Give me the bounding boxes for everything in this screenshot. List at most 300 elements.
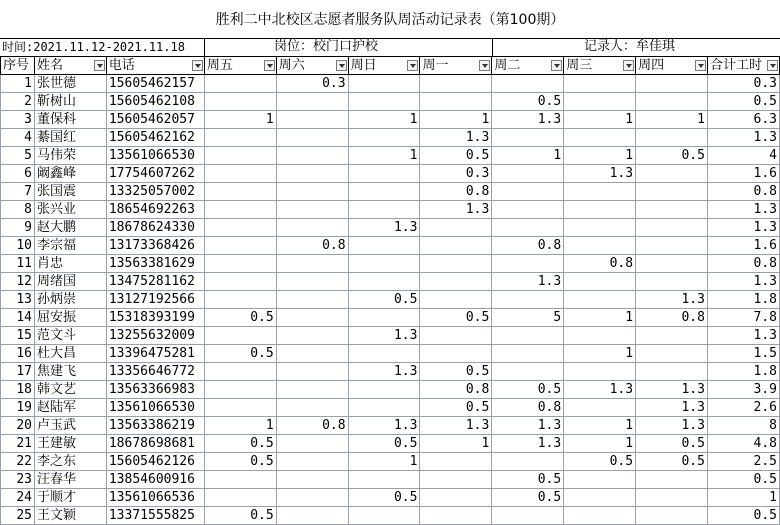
header-label: 序号 [3,58,30,73]
mon-cell[interactable]: 0.5 [420,363,492,381]
tue-cell[interactable]: 0.8 [492,237,564,255]
sun-cell[interactable] [348,381,420,399]
header-wed [564,57,636,75]
phone-cell[interactable]: 15605462162 [106,129,204,147]
total-cell[interactable]: 1.3 [707,129,779,147]
sat-cell[interactable] [276,129,348,147]
total-cell[interactable]: 1.8 [707,363,779,381]
mon-cell[interactable]: 1.3 [420,417,492,435]
mon-cell[interactable] [420,291,492,309]
seq-cell[interactable]: 23 [1,471,35,489]
tue-cell[interactable] [492,345,564,363]
name-cell[interactable]: 张兴业 [34,201,106,219]
thu-cell[interactable] [636,363,708,381]
name-cell[interactable]: 张世德 [34,75,106,93]
sat-cell[interactable] [276,471,348,489]
sat-cell[interactable]: 0.8 [276,237,348,255]
name-cell[interactable]: 赵大鹏 [34,219,106,237]
sun-cell[interactable]: 1 [348,147,420,165]
tue-cell[interactable] [492,219,564,237]
thu-cell[interactable] [636,507,708,525]
sat-cell[interactable]: 0.3 [276,75,348,93]
sun-cell[interactable] [348,345,420,363]
tue-cell[interactable] [492,183,564,201]
tue-cell[interactable] [492,129,564,147]
name-cell[interactable]: 张国震 [34,183,106,201]
phone-cell[interactable]: 15605462126 [106,453,204,471]
mon-cell[interactable]: 1 [420,435,492,453]
phone-cell[interactable]: 13325057002 [106,183,204,201]
phone-cell[interactable]: 13356646772 [106,363,204,381]
thu-cell[interactable]: 0.8 [636,309,708,327]
filter-dropdown-icon[interactable] [551,60,562,71]
total-cell[interactable]: 2.6 [707,399,779,417]
filter-dropdown-icon[interactable] [192,60,203,71]
seq-cell[interactable]: 17 [1,363,35,381]
name-cell[interactable]: 周绪国 [34,273,106,291]
tue-cell[interactable] [492,507,564,525]
total-cell[interactable]: 4 [707,147,779,165]
wed-cell[interactable] [564,471,636,489]
sat-cell[interactable] [276,327,348,345]
name-cell[interactable]: 李宗福 [34,237,106,255]
sun-cell[interactable] [348,507,420,525]
wed-cell[interactable] [564,489,636,507]
wed-cell[interactable]: 1.3 [564,165,636,183]
mon-cell[interactable] [420,471,492,489]
fri-cell[interactable] [204,471,276,489]
phone-cell[interactable]: 13127192566 [106,291,204,309]
seq-cell[interactable]: 18 [1,381,35,399]
mon-cell[interactable] [420,507,492,525]
wed-cell[interactable]: 1 [564,147,636,165]
header-tue [492,57,564,75]
sun-cell[interactable]: 1 [348,453,420,471]
seq-cell[interactable]: 11 [1,255,35,273]
mon-cell[interactable] [420,237,492,255]
sun-cell[interactable]: 1.3 [348,327,420,345]
filter-dropdown-icon[interactable] [479,60,490,71]
sat-cell[interactable] [276,507,348,525]
tue-cell[interactable]: 0.5 [492,489,564,507]
mon-cell[interactable]: 1.3 [420,129,492,147]
fri-cell[interactable] [204,489,276,507]
phone-cell[interactable]: 13563366983 [106,381,204,399]
seq-cell[interactable]: 5 [1,147,35,165]
name-cell[interactable]: 屈安振 [34,309,106,327]
fri-cell[interactable] [204,381,276,399]
total-cell[interactable]: 0.5 [707,507,779,525]
sat-cell[interactable] [276,201,348,219]
fri-cell[interactable] [204,399,276,417]
sun-cell[interactable] [348,93,420,111]
tue-cell[interactable]: 1 [492,147,564,165]
recorder-label: 记录人：牟佳琪 [584,39,676,54]
wed-cell[interactable] [564,219,636,237]
seq-cell[interactable]: 4 [1,129,35,147]
fri-cell[interactable]: 0.5 [204,309,276,327]
fri-cell[interactable] [204,219,276,237]
seq-cell[interactable]: 16 [1,345,35,363]
sat-cell[interactable]: 0.8 [276,417,348,435]
seq-cell[interactable]: 13 [1,291,35,309]
total-cell[interactable]: 4.8 [707,435,779,453]
mon-cell[interactable] [420,453,492,471]
tue-cell[interactable] [492,165,564,183]
sun-cell[interactable] [348,165,420,183]
wed-cell[interactable]: 1.3 [564,381,636,399]
tue-cell[interactable]: 0.5 [492,381,564,399]
fri-cell[interactable] [204,129,276,147]
name-cell[interactable]: 赵陆军 [34,399,106,417]
total-cell[interactable]: 1 [707,489,779,507]
sun-cell[interactable] [348,129,420,147]
sat-cell[interactable] [276,291,348,309]
total-cell[interactable]: 3.9 [707,381,779,399]
thu-cell[interactable] [636,165,708,183]
total-cell[interactable]: 0.8 [707,183,779,201]
seq-cell[interactable]: 8 [1,201,35,219]
sun-cell[interactable] [348,237,420,255]
wed-cell[interactable]: 1 [564,417,636,435]
wed-cell[interactable]: 1 [564,435,636,453]
table-row [1,129,780,147]
wed-cell[interactable] [564,507,636,525]
phone-cell[interactable]: 13563386219 [106,417,204,435]
sun-cell[interactable]: 1.3 [348,219,420,237]
sun-cell[interactable]: 0.5 [348,291,420,309]
thu-cell[interactable]: 0.5 [636,435,708,453]
total-cell[interactable]: 1.6 [707,237,779,255]
mon-cell[interactable]: 0.5 [420,309,492,327]
fri-cell[interactable] [204,327,276,345]
mon-cell[interactable]: 1.3 [420,201,492,219]
sun-cell[interactable]: 1.3 [348,363,420,381]
seq-cell[interactable]: 9 [1,219,35,237]
sat-cell[interactable] [276,111,348,129]
sun-cell[interactable] [348,201,420,219]
filter-dropdown-icon[interactable] [336,60,347,71]
name-cell[interactable]: 阚鑫峰 [34,165,106,183]
sat-cell[interactable] [276,93,348,111]
phone-cell[interactable]: 13475281162 [106,273,204,291]
sat-cell[interactable] [276,183,348,201]
total-cell[interactable]: 1.8 [707,291,779,309]
total-cell[interactable]: 1.3 [707,219,779,237]
sun-cell[interactable] [348,309,420,327]
mon-cell[interactable]: 0.8 [420,183,492,201]
thu-cell[interactable]: 1 [636,111,708,129]
fri-cell[interactable] [204,93,276,111]
mon-cell[interactable] [420,75,492,93]
phone-cell[interactable]: 15605462108 [106,93,204,111]
thu-cell[interactable] [636,327,708,345]
sun-cell[interactable]: 1 [348,111,420,129]
volunteer-table [0,56,780,525]
tue-cell[interactable]: 0.5 [492,471,564,489]
sat-cell[interactable] [276,453,348,471]
seq-cell[interactable]: 22 [1,453,35,471]
filter-dropdown-icon[interactable] [623,60,634,71]
seq-cell[interactable]: 15 [1,327,35,345]
fri-cell[interactable]: 0.5 [204,453,276,471]
sun-cell[interactable] [348,399,420,417]
table-row [1,255,780,273]
sun-cell[interactable] [348,75,420,93]
wed-cell[interactable] [564,363,636,381]
seq-cell[interactable]: 20 [1,417,35,435]
table-row [1,327,780,345]
total-cell[interactable]: 1.6 [707,165,779,183]
phone-cell[interactable]: 18678698681 [106,435,204,453]
name-cell[interactable]: 王文颖 [34,507,106,525]
seq-cell[interactable]: 1 [1,75,35,93]
sun-cell[interactable]: 1.3 [348,417,420,435]
total-cell[interactable]: 6.3 [707,111,779,129]
fri-cell[interactable]: 0.5 [204,345,276,363]
thu-cell[interactable] [636,219,708,237]
wed-cell[interactable]: 1 [564,111,636,129]
mon-cell[interactable]: 0.5 [420,399,492,417]
name-cell[interactable]: 韩文艺 [34,381,106,399]
tue-cell[interactable] [492,327,564,345]
name-cell[interactable]: 于顺才 [34,489,106,507]
mon-cell[interactable]: 0.3 [420,165,492,183]
sat-cell[interactable] [276,219,348,237]
sat-cell[interactable] [276,147,348,165]
tue-cell[interactable] [492,363,564,381]
wed-cell[interactable]: 1 [564,309,636,327]
thu-cell[interactable] [636,345,708,363]
seq-cell[interactable]: 14 [1,309,35,327]
phone-cell[interactable]: 15605462057 [106,111,204,129]
total-cell[interactable]: 1.3 [707,327,779,345]
sun-cell[interactable] [348,273,420,291]
sat-cell[interactable] [276,399,348,417]
sat-cell[interactable] [276,273,348,291]
seq-cell[interactable]: 12 [1,273,35,291]
mon-cell[interactable] [420,489,492,507]
filter-dropdown-icon[interactable] [767,60,778,71]
mon-cell[interactable] [420,273,492,291]
mon-cell[interactable] [420,219,492,237]
filter-dropdown-icon[interactable] [695,60,706,71]
tue-cell[interactable]: 1.3 [492,435,564,453]
name-cell[interactable]: 范文斗 [34,327,106,345]
thu-cell[interactable] [636,93,708,111]
total-cell[interactable]: 1.3 [707,273,779,291]
phone-cell[interactable]: 13561066530 [106,399,204,417]
tue-cell[interactable] [492,291,564,309]
thu-cell[interactable]: 0.5 [636,147,708,165]
wed-cell[interactable]: 1 [564,345,636,363]
mon-cell[interactable] [420,93,492,111]
thu-cell[interactable] [636,201,708,219]
sat-cell[interactable] [276,363,348,381]
total-cell[interactable]: 0.5 [707,471,779,489]
wed-cell[interactable] [564,273,636,291]
fri-cell[interactable] [204,273,276,291]
total-cell[interactable]: 2.5 [707,453,779,471]
sun-cell[interactable]: 0.5 [348,435,420,453]
sun-cell[interactable] [348,183,420,201]
thu-cell[interactable] [636,471,708,489]
thu-cell[interactable] [636,273,708,291]
phone-cell[interactable]: 13371555825 [106,507,204,525]
name-cell[interactable]: 卢玉武 [34,417,106,435]
mon-cell[interactable] [420,255,492,273]
phone-cell[interactable]: 13561066536 [106,489,204,507]
wed-cell[interactable] [564,201,636,219]
thu-cell[interactable]: 0.5 [636,453,708,471]
tue-cell[interactable]: 1.3 [492,111,564,129]
seq-cell[interactable]: 25 [1,507,35,525]
thu-cell[interactable]: 1.3 [636,399,708,417]
fri-cell[interactable] [204,363,276,381]
total-cell[interactable]: 0.8 [707,255,779,273]
sat-cell[interactable] [276,435,348,453]
thu-cell[interactable]: 1.3 [636,291,708,309]
sat-cell[interactable] [276,309,348,327]
total-cell[interactable]: 8 [707,417,779,435]
thu-cell[interactable] [636,255,708,273]
mon-cell[interactable] [420,327,492,345]
fri-cell[interactable]: 1 [204,111,276,129]
name-cell[interactable]: 肖忠 [34,255,106,273]
mon-cell[interactable] [420,345,492,363]
name-cell[interactable]: 王建敏 [34,435,106,453]
seq-cell[interactable]: 10 [1,237,35,255]
wed-cell[interactable]: 0.5 [564,453,636,471]
phone-cell[interactable]: 18654692263 [106,201,204,219]
thu-cell[interactable] [636,489,708,507]
mon-cell[interactable]: 0.5 [420,147,492,165]
phone-cell[interactable]: 13854600916 [106,471,204,489]
tue-cell[interactable] [492,75,564,93]
wed-cell[interactable] [564,237,636,255]
sat-cell[interactable] [276,345,348,363]
phone-cell[interactable]: 18678624330 [106,219,204,237]
seq-cell[interactable]: 3 [1,111,35,129]
table-row [1,417,780,435]
fri-cell[interactable] [204,255,276,273]
table-row [1,147,780,165]
wed-cell[interactable]: 0.8 [564,255,636,273]
fri-cell[interactable]: 0.5 [204,507,276,525]
fri-cell[interactable]: 0.5 [204,435,276,453]
seq-cell[interactable]: 19 [1,399,35,417]
phone-cell[interactable]: 17754607262 [106,165,204,183]
sat-cell[interactable] [276,381,348,399]
tue-cell[interactable] [492,201,564,219]
name-cell[interactable]: 李之东 [34,453,106,471]
fri-cell[interactable]: 1 [204,417,276,435]
total-cell[interactable]: 0.5 [707,93,779,111]
tue-cell[interactable]: 1.3 [492,273,564,291]
header-name [34,57,106,75]
wed-cell[interactable] [564,291,636,309]
wed-cell[interactable] [564,327,636,345]
fri-cell[interactable] [204,147,276,165]
wed-cell[interactable] [564,75,636,93]
table-row [1,75,780,93]
phone-cell[interactable]: 13255632009 [106,327,204,345]
wed-cell[interactable] [564,183,636,201]
sat-cell[interactable] [276,165,348,183]
phone-cell[interactable]: 15605462157 [106,75,204,93]
seq-cell[interactable]: 21 [1,435,35,453]
phone-cell[interactable]: 13396475281 [106,345,204,363]
name-cell[interactable]: 马伟荣 [34,147,106,165]
seq-cell[interactable]: 24 [1,489,35,507]
phone-cell[interactable]: 13173368426 [106,237,204,255]
info-divider [492,38,493,56]
tue-cell[interactable]: 0.5 [492,93,564,111]
name-cell[interactable]: 焦建飞 [34,363,106,381]
sun-cell[interactable]: 0.5 [348,489,420,507]
thu-cell[interactable] [636,75,708,93]
fri-cell[interactable] [204,183,276,201]
fri-cell[interactable] [204,165,276,183]
mon-cell[interactable]: 1 [420,111,492,129]
thu-cell[interactable]: 1.3 [636,381,708,399]
phone-cell[interactable]: 15318393199 [106,309,204,327]
header-label: 姓名 [36,58,63,73]
name-cell[interactable]: 孙炳崇 [34,291,106,309]
fri-cell[interactable] [204,201,276,219]
name-cell[interactable]: 杜大昌 [34,345,106,363]
total-cell[interactable]: 0.3 [707,75,779,93]
seq-cell[interactable]: 6 [1,165,35,183]
total-cell[interactable]: 1.3 [707,201,779,219]
total-cell[interactable]: 7.8 [707,309,779,327]
fri-cell[interactable] [204,75,276,93]
phone-cell[interactable]: 13563381629 [106,255,204,273]
wed-cell[interactable] [564,93,636,111]
fri-cell[interactable] [204,291,276,309]
tue-cell[interactable] [492,453,564,471]
sun-cell[interactable] [348,471,420,489]
thu-cell[interactable] [636,237,708,255]
sat-cell[interactable] [276,489,348,507]
seq-cell[interactable]: 7 [1,183,35,201]
tue-cell[interactable]: 0.8 [492,399,564,417]
filter-dropdown-icon[interactable] [94,60,105,71]
tue-cell[interactable] [492,255,564,273]
thu-cell[interactable]: 1.3 [636,417,708,435]
wed-cell[interactable] [564,129,636,147]
mon-cell[interactable]: 0.8 [420,381,492,399]
wed-cell[interactable] [564,399,636,417]
sat-cell[interactable] [276,255,348,273]
thu-cell[interactable] [636,129,708,147]
name-cell[interactable]: 董保科 [34,111,106,129]
total-cell[interactable]: 1.5 [707,345,779,363]
fri-cell[interactable] [204,237,276,255]
tue-cell[interactable]: 1.3 [492,417,564,435]
tue-cell[interactable]: 5 [492,309,564,327]
name-cell[interactable]: 靳树山 [34,93,106,111]
name-cell[interactable]: 綦国红 [34,129,106,147]
filter-dropdown-icon[interactable] [407,60,418,71]
seq-cell[interactable]: 2 [1,93,35,111]
sun-cell[interactable] [348,255,420,273]
filter-dropdown-icon[interactable] [264,60,275,71]
phone-cell[interactable]: 13561066530 [106,147,204,165]
thu-cell[interactable] [636,183,708,201]
header-label: 周四 [638,58,665,73]
name-cell[interactable]: 汪春华 [34,471,106,489]
